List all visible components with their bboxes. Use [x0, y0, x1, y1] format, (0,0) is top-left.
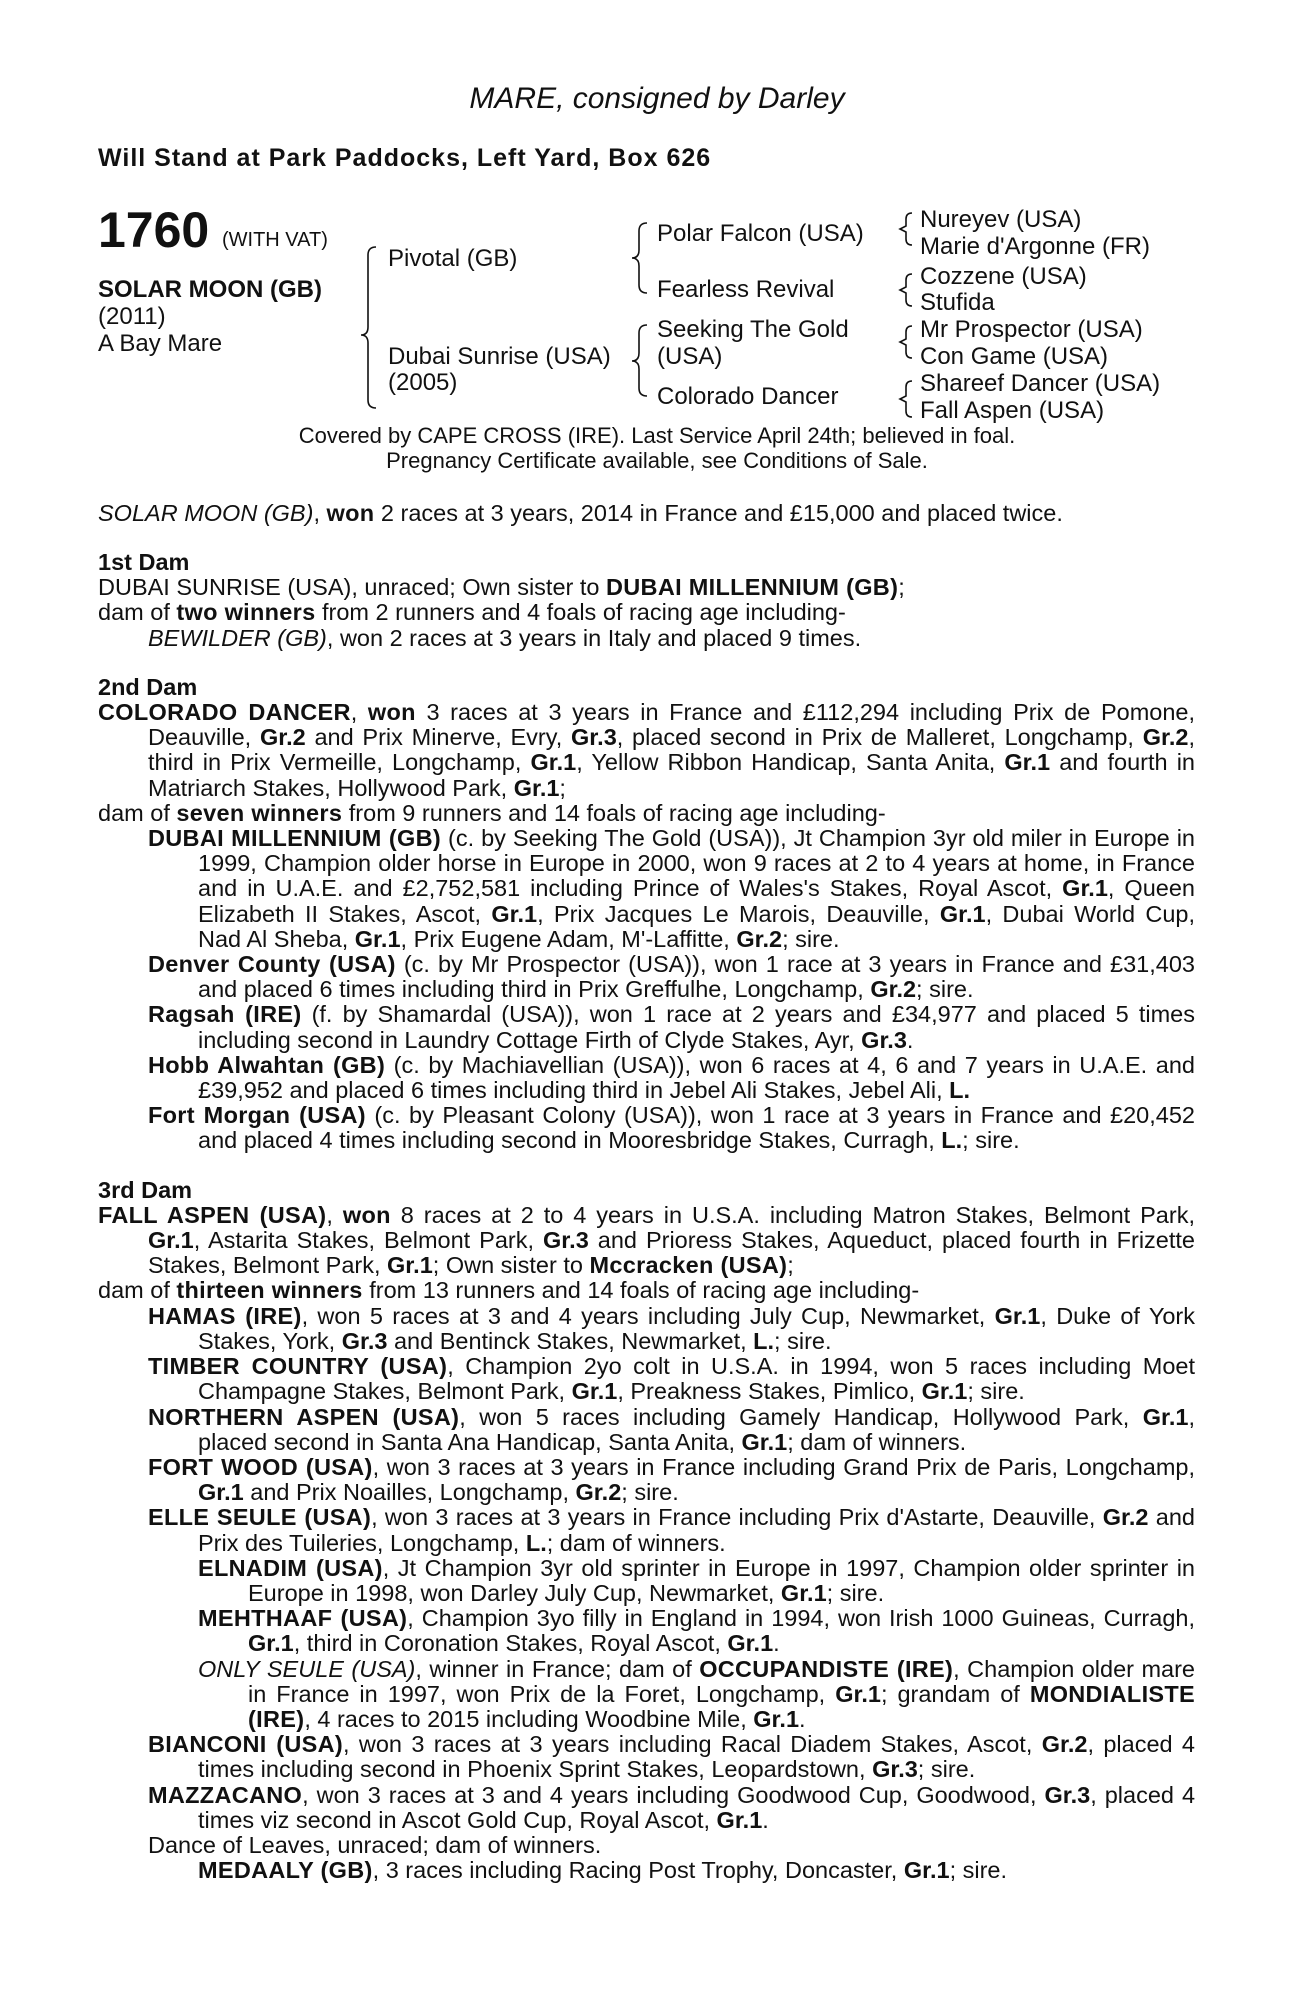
- horse-year: (2011): [98, 303, 166, 330]
- produce-dubai-millennium: DUBAI MILLENNIUM (GB) (c. by Seeking The Gold (USA)), Jt Champion 3yr old miler in Europe in 1999, Champion older horse in Europe in 2000, won 9 races at 2 to 4 years at home, in France and in U.A.E. and £2,752,581 including Prince of Wales's Stakes, Royal Ascot, Gr.1, Queen Elizabeth II Stakes, Ascot, Gr.1, Prix Jacques Le Marois, Deauville, Gr.1, Dubai World Cup, Nad Al Sheba, Gr.1, Prix Eugene Adam, M'-Laffitte, Gr.2; sire.: [148, 825, 1195, 952]
- cover-line-1: Covered by CAPE CROSS (IRE). Last Service April 24th; believed in foal.: [298, 423, 1016, 448]
- produce-elnadim: ELNADIM (USA), Jt Champion 3yr old sprinter in Europe in 1997, Champion older sprinter in Europe in 1998, won Darley July Cup, Newmarket, Gr.1; sire.: [198, 1554, 1196, 1606]
- first-dam-line-2: dam of two winners from 2 runners and 4 foals of racing age including-: [98, 599, 846, 626]
- produce-timber-country: TIMBER COUNTRY (USA), Champion 2yo colt in U.S.A. in 1994, won 5 races including Moet Champagne Stakes, Belmont Park, Gr.1, Preakness Stakes, Pimlico, Gr.1; sire.: [148, 1353, 1195, 1405]
- first-dam-line-3: BEWILDER (GB), won 2 races at 3 years in Italy and placed 9 times.: [148, 624, 862, 651]
- sire-sire: Polar Falcon (USA): [657, 220, 864, 247]
- produce-northern-aspen: NORTHERN ASPEN (USA), won 5 races including Gamely Handicap, Hollywood Park, Gr.1, placed second in Santa Ana Handicap, Santa Anita, Gr.1; dam of winners.: [148, 1403, 1195, 1455]
- produce-hamas: HAMAS (IRE), won 5 races at 3 and 4 years including July Cup, Newmarket, Gr.1, Duke of York Stakes, York, Gr.3 and Bentinck Stakes, Newmarket, L.; sire.: [148, 1302, 1195, 1354]
- dam-sire-line1: Seeking The Gold: [657, 316, 849, 343]
- second-dam-produce: dam of seven winners from 9 runners and 14 foals of racing age including-: [98, 799, 886, 826]
- second-dam-record: COLORADO DANCER, won 3 races at 3 years in France and £112,294 including Prix de Pomone, Deauville, Gr.2 and Prix Minerve, Evry, Gr.3, placed second in Prix de Malleret, Longchamp, Gr.2, third in Prix Vermeille, Longchamp, Gr.1, Yellow Ribbon Handicap, Santa Anita, Gr.1 and fourth in Matriarch Stakes, Hollywood Park, Gr.1;: [98, 699, 1196, 801]
- g3-sdd: Stufida: [920, 289, 995, 316]
- cover-line-2: Pregnancy Certificate available, see Conditions of Sale.: [386, 448, 928, 473]
- third-dam-record: FALL ASPEN (USA), won 8 races at 2 to 4 years in U.S.A. including Matron Stakes, Belmont Park, Gr.1, Astarita Stakes, Belmont Park, Gr.3 and Prioress Stakes, Aqueduct, placed fourth in Frizette Stakes, Belmont Park, Gr.1; Own sister to Mccracken (USA);: [98, 1201, 1195, 1279]
- summary-won: won: [326, 500, 375, 526]
- produce-hobb-alwahtan: Hobb Alwahtan (GB) (c. by Machiavellian (USA)), won 6 races at 4, 6 and 7 years in U.A.E. and £39,952 and placed 6 times including third in Jebel Ali Stakes, Jebel Ali, L.: [148, 1051, 1195, 1104]
- second-dam-heading: 2nd Dam: [98, 673, 198, 700]
- g3-sds: Cozzene (USA): [920, 263, 1087, 290]
- horse-description: A Bay Mare: [98, 330, 223, 357]
- first-dam-line-1: DUBAI SUNRISE (USA), unraced; Own sister to DUBAI MILLENNIUM (GB);: [98, 574, 905, 601]
- summary-rest: 2 races at 3 years, 2014 in France and £15,000 and placed twice.: [374, 500, 1063, 526]
- produce-only-seule: ONLY SEULE (USA), winner in France; dam of OCCUPANDISTE (IRE), Champion older mare in France in 1997, won Prix de la Foret, Longchamp, Gr.1; grandam of MONDIALISTE (IRE), 4 races to 2015 including Woodbine Mile, Gr.1.: [198, 1655, 1195, 1732]
- summary-horse-name: SOLAR MOON (GB): [98, 500, 314, 526]
- dam-dam: Colorado Dancer: [657, 383, 839, 410]
- produce-medaaly: MEDAALY (GB), 3 races including Racing Post Trophy, Doncaster, Gr.1; sire.: [198, 1857, 1008, 1884]
- page-title: MARE, consigned by Darley: [469, 82, 845, 115]
- produce-elle-seule: ELLE SEULE (USA), won 3 races at 3 years in France including Prix d'Astarte, Deauville, Gr.2 and Prix des Tuileries, Longchamp, L.; dam of winners.: [148, 1504, 1195, 1556]
- produce-mehthaaf: MEHTHAAF (USA), Champion 3yo filly in England in 1994, won Irish 1000 Guineas, Curragh, Gr.1, third in Coronation Stakes, Royal Ascot, Gr.1.: [198, 1605, 1195, 1657]
- produce-fort-morgan: Fort Morgan (USA) (c. by Pleasant Colony (USA)), won 1 race at 3 years in France and £20,452 and placed 4 times including second in Mooresbridge Stakes, Curragh, L.; sire.: [148, 1102, 1195, 1154]
- summary-line: SOLAR MOON (GB), won 2 races at 3 years, 2014 in France and £15,000 and placed twice.: [98, 500, 1063, 526]
- g3-ddd: Fall Aspen (USA): [920, 397, 1105, 424]
- sire-dam: Fearless Revival: [657, 276, 835, 303]
- dam-name: Dubai Sunrise (USA): [388, 343, 611, 370]
- produce-mazzacano: MAZZACANO, won 3 races at 3 and 4 years including Goodwood Cup, Goodwood, Gr.3, placed 4 times viz second in Ascot Gold Cup, Royal Ascot, Gr.1.: [148, 1781, 1196, 1833]
- g3-ssd: Marie d'Argonne (FR): [920, 233, 1150, 260]
- g3-dds: Shareef Dancer (USA): [920, 370, 1161, 397]
- vat-label: (WITH VAT): [222, 229, 328, 251]
- produce-bianconi: BIANCONI (USA), won 3 races at 3 years including Racal Diadem Stakes, Ascot, Gr.2, placed 4 times including second in Phoenix Sprint Stakes, Leopardstown, Gr.3; sire.: [148, 1731, 1195, 1783]
- produce-ragsah: Ragsah (IRE) (f. by Shamardal (USA)), won 1 race at 2 years and £34,977 and placed 5 times including second in Laundry Cottage Firth of Clyde Stakes, Ayr, Gr.3.: [148, 1001, 1196, 1053]
- produce-dance-of-leaves: Dance of Leaves, unraced; dam of winners.: [148, 1831, 602, 1858]
- sire-name: Pivotal (GB): [388, 245, 518, 272]
- catalogue-body: [98, 550, 1195, 1883]
- stand-location: Will Stand at Park Paddocks, Left Yard, Box 626: [98, 144, 712, 172]
- g3-sss: Nureyev (USA): [920, 206, 1082, 233]
- g3-dss: Mr Prospector (USA): [920, 316, 1143, 343]
- produce-denver-county: Denver County (USA) (c. by Mr Prospector (USA)), won 1 race at 3 years in France and £31,403 and placed 6 times including third in Prix Greffulhe, Longchamp, Gr.2; sire.: [148, 951, 1195, 1003]
- horse-name: SOLAR MOON (GB): [98, 276, 322, 303]
- dam-sire-line2: (USA): [657, 343, 723, 370]
- g3-dsd: Con Game (USA): [920, 343, 1109, 370]
- third-dam-produce: dam of thirteen winners from 13 runners and 14 foals of racing age including-: [98, 1277, 920, 1304]
- lot-number: 1760: [98, 202, 210, 258]
- dam-year: (2005): [388, 369, 458, 396]
- third-dam-heading: 3rd Dam: [98, 1176, 193, 1203]
- first-dam-heading: 1st Dam: [98, 549, 190, 575]
- produce-fort-wood: FORT WOOD (USA), won 3 races at 3 years in France including Grand Prix de Paris, Longchamp, Gr.1 and Prix Noailles, Longchamp, Gr.2; sire.: [148, 1453, 1195, 1506]
